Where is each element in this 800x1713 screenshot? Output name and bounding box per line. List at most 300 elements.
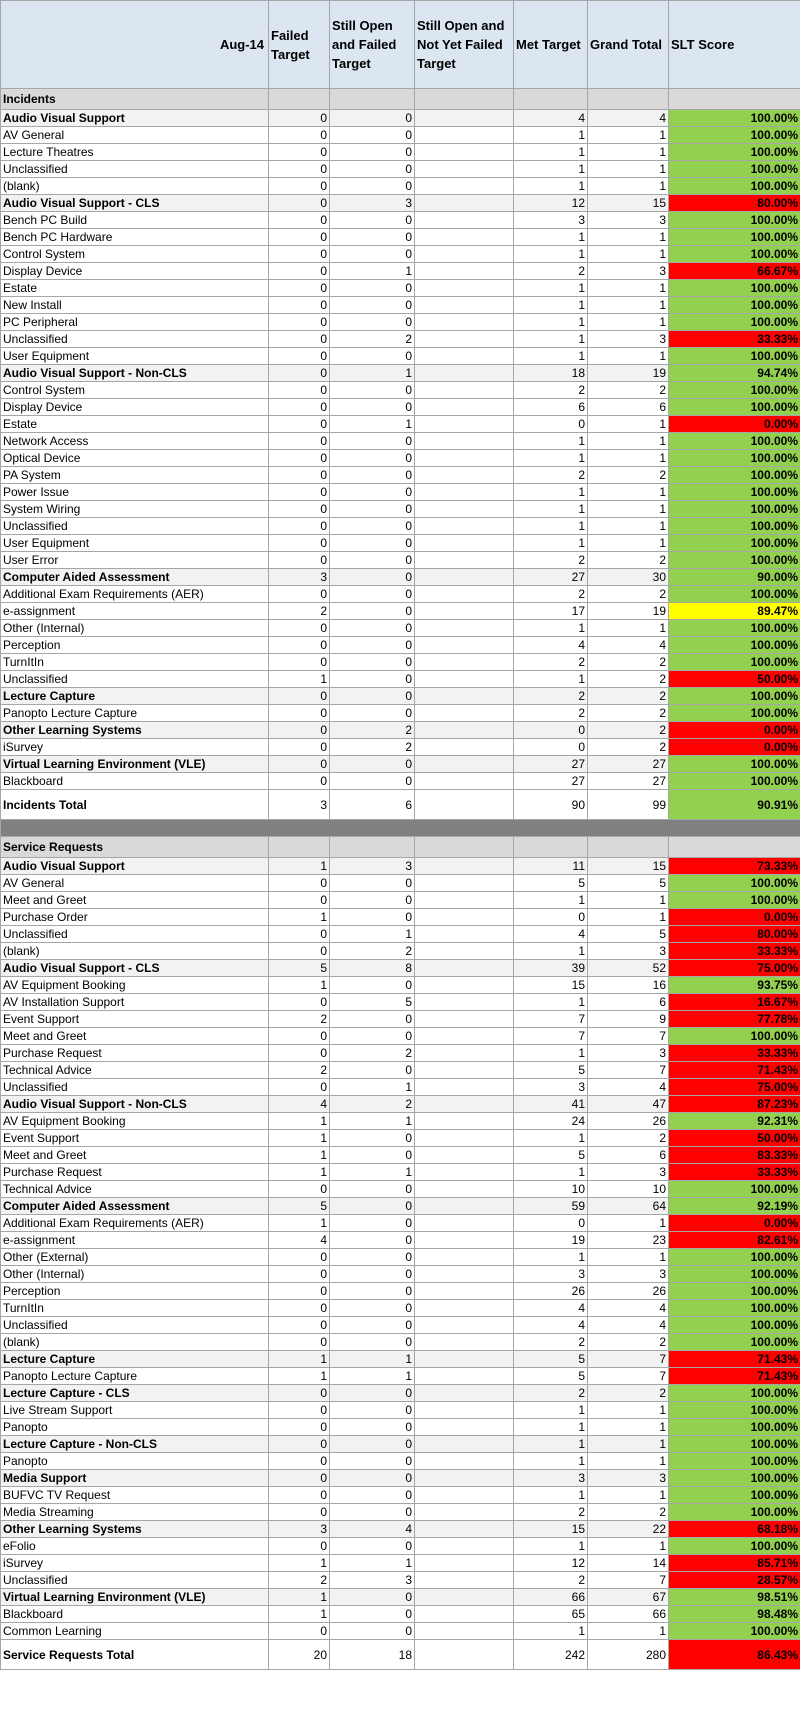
grand-total-cell: 4 [588,637,669,654]
subcategory-row [1,943,800,960]
still-open-not-failed-cell [415,263,514,280]
slt-score-cell: 71.43% [669,1368,800,1385]
still-open-not-failed-cell [415,382,514,399]
grand-total-cell: 2 [588,739,669,756]
still-open-not-failed-cell [415,1368,514,1385]
failed-target-cell: 1 [269,1147,330,1164]
slt-score-cell: 100.00% [669,756,800,773]
subcategory-row [1,178,800,195]
subcategory-row [1,382,800,399]
still-open-not-failed-cell [415,1623,514,1640]
met-target-cell: 2 [514,1504,588,1521]
failed-target-cell: 0 [269,382,330,399]
still-open-failed-cell: 0 [330,501,415,518]
met-target-cell: 1 [514,450,588,467]
slt-score-cell: 100.00% [669,433,800,450]
still-open-not-failed-cell [415,552,514,569]
grand-total-cell: 7 [588,1062,669,1079]
still-open-failed-cell: 1 [330,416,415,433]
category-row [1,688,800,705]
grand-total-cell: 2 [588,382,669,399]
section-blank-cell [514,89,588,110]
met-target-cell: 1 [514,1249,588,1266]
still-open-failed-cell: 0 [330,977,415,994]
met-target-cell: 1 [514,1402,588,1419]
still-open-not-failed-cell [415,348,514,365]
grand-total-cell: 66 [588,1606,669,1623]
grand-total-cell: 16 [588,977,669,994]
grand-total-cell: 1 [588,144,669,161]
row-label: Unclassified [1,671,269,688]
subcategory-row [1,484,800,501]
category-row [1,1436,800,1453]
still-open-not-failed-cell [415,654,514,671]
subcategory-row [1,1623,800,1640]
row-label: AV General [1,127,269,144]
met-target-cell: 242 [514,1640,588,1670]
still-open-failed-cell: 0 [330,1436,415,1453]
failed-target-cell: 0 [269,773,330,790]
row-label: Additional Exam Requirements (AER) [1,586,269,603]
failed-target-cell: 1 [269,1113,330,1130]
slt-score-cell: 100.00% [669,1470,800,1487]
failed-target-cell: 0 [269,1470,330,1487]
still-open-failed-cell: 0 [330,1181,415,1198]
still-open-not-failed-cell [415,858,514,875]
still-open-not-failed-cell [415,1504,514,1521]
subcategory-row [1,1334,800,1351]
grand-total-cell: 1 [588,501,669,518]
grand-total-cell: 2 [588,688,669,705]
category-row [1,722,800,739]
failed-target-cell: 0 [269,1419,330,1436]
slt-score-cell: 100.00% [669,1283,800,1300]
failed-target-cell: 1 [269,1555,330,1572]
grand-total-cell: 2 [588,705,669,722]
failed-target-cell: 0 [269,348,330,365]
category-row [1,195,800,212]
slt-score-cell: 92.31% [669,1113,800,1130]
still-open-not-failed-cell [415,586,514,603]
met-target-cell: 1 [514,331,588,348]
row-label: PA System [1,467,269,484]
met-target-cell: 0 [514,739,588,756]
still-open-not-failed-cell [415,280,514,297]
still-open-not-failed-cell [415,1130,514,1147]
met-target-cell: 90 [514,790,588,820]
category-row [1,1385,800,1402]
slt-score-cell: 16.67% [669,994,800,1011]
row-label: Unclassified [1,1572,269,1589]
report-body [1,89,800,1670]
still-open-failed-cell: 0 [330,1062,415,1079]
grand-total-cell: 23 [588,1232,669,1249]
row-label: New Install [1,297,269,314]
still-open-failed-cell: 0 [330,127,415,144]
met-target-cell: 39 [514,960,588,977]
met-target-cell: 1 [514,297,588,314]
still-open-failed-cell: 0 [330,1453,415,1470]
still-open-not-failed-cell [415,892,514,909]
slt-score-cell: 100.00% [669,1181,800,1198]
failed-target-cell: 0 [269,1385,330,1402]
row-label: Unclassified [1,926,269,943]
still-open-not-failed-cell [415,637,514,654]
subcategory-row [1,603,800,620]
subcategory-row [1,212,800,229]
slt-score-cell: 33.33% [669,1045,800,1062]
met-target-cell: 1 [514,1436,588,1453]
failed-target-cell: 3 [269,790,330,820]
failed-target-cell: 0 [269,229,330,246]
still-open-failed-cell: 0 [330,314,415,331]
category-row [1,365,800,382]
still-open-failed-cell: 0 [330,1487,415,1504]
slt-score-cell: 100.00% [669,280,800,297]
subcategory-row [1,399,800,416]
still-open-failed-cell: 2 [330,1045,415,1062]
section-blank-cell [415,837,514,858]
failed-target-cell: 0 [269,263,330,280]
slt-score-cell: 75.00% [669,960,800,977]
failed-target-cell: 20 [269,1640,330,1670]
failed-target-cell: 0 [269,1623,330,1640]
grand-total-cell: 1 [588,314,669,331]
failed-target-cell: 5 [269,1198,330,1215]
subcategory-row [1,1164,800,1181]
still-open-failed-cell: 1 [330,1351,415,1368]
met-target-cell: 17 [514,603,588,620]
slt-score-cell: 0.00% [669,909,800,926]
row-label: Perception [1,637,269,654]
still-open-not-failed-cell [415,518,514,535]
row-label: Unclassified [1,161,269,178]
still-open-not-failed-cell [415,246,514,263]
still-open-failed-cell: 0 [330,620,415,637]
row-label: Service Requests Total [1,1640,269,1670]
still-open-failed-cell: 0 [330,297,415,314]
section-blank-cell [330,89,415,110]
slt-score-cell: 100.00% [669,688,800,705]
grand-total-cell: 5 [588,875,669,892]
subcategory-row [1,1062,800,1079]
failed-target-cell: 0 [269,739,330,756]
failed-target-cell: 0 [269,943,330,960]
header-met-target: Met Target [514,1,588,89]
row-label: Optical Device [1,450,269,467]
section-blank-cell [588,837,669,858]
met-target-cell: 1 [514,518,588,535]
met-target-cell: 19 [514,1232,588,1249]
grand-total-cell: 99 [588,790,669,820]
row-label: Audio Visual Support - Non-CLS [1,1096,269,1113]
row-label: AV Equipment Booking [1,1113,269,1130]
slt-score-cell: 100.00% [669,1436,800,1453]
subcategory-row [1,144,800,161]
still-open-not-failed-cell [415,1079,514,1096]
row-label: Perception [1,1283,269,1300]
grand-total-cell: 6 [588,994,669,1011]
row-label: Purchase Request [1,1045,269,1062]
slt-score-cell: 100.00% [669,246,800,263]
section-blank-cell [669,89,800,110]
subcategory-row [1,552,800,569]
met-target-cell: 1 [514,1419,588,1436]
still-open-not-failed-cell [415,1096,514,1113]
slt-score-cell: 92.19% [669,1198,800,1215]
slt-score-cell: 100.00% [669,297,800,314]
subcategory-row [1,127,800,144]
subcategory-row [1,297,800,314]
slt-score-cell: 0.00% [669,739,800,756]
grand-total-cell: 1 [588,620,669,637]
still-open-not-failed-cell [415,1470,514,1487]
failed-target-cell: 1 [269,858,330,875]
still-open-not-failed-cell [415,161,514,178]
subcategory-row [1,518,800,535]
still-open-failed-cell: 0 [330,212,415,229]
met-target-cell: 27 [514,773,588,790]
row-label: Unclassified [1,1079,269,1096]
row-label: Common Learning [1,1623,269,1640]
slt-score-cell: 100.00% [669,178,800,195]
failed-target-cell: 0 [269,756,330,773]
slt-score-cell: 0.00% [669,722,800,739]
row-label: Estate [1,416,269,433]
subcategory-row [1,637,800,654]
slt-score-cell: 100.00% [669,110,800,127]
still-open-not-failed-cell [415,297,514,314]
slt-score-cell: 100.00% [669,1028,800,1045]
still-open-not-failed-cell [415,229,514,246]
row-label: Lecture Capture [1,688,269,705]
grand-total-cell: 1 [588,246,669,263]
slt-score-cell: 71.43% [669,1351,800,1368]
failed-target-cell: 0 [269,127,330,144]
still-open-not-failed-cell [415,144,514,161]
still-open-failed-cell: 0 [330,705,415,722]
slt-score-cell: 100.00% [669,1419,800,1436]
failed-target-cell: 0 [269,416,330,433]
row-label: Other Learning Systems [1,722,269,739]
still-open-not-failed-cell [415,943,514,960]
subcategory-row [1,1232,800,1249]
still-open-not-failed-cell [415,875,514,892]
grand-total-cell: 1 [588,1487,669,1504]
met-target-cell: 7 [514,1028,588,1045]
failed-target-cell: 0 [269,1402,330,1419]
still-open-not-failed-cell [415,1589,514,1606]
slt-score-cell: 68.18% [669,1521,800,1538]
row-label: User Error [1,552,269,569]
grand-total-cell: 7 [588,1572,669,1589]
still-open-not-failed-cell [415,1062,514,1079]
failed-target-cell: 1 [269,977,330,994]
still-open-not-failed-cell [415,671,514,688]
still-open-failed-cell: 0 [330,178,415,195]
subcategory-row [1,1215,800,1232]
failed-target-cell: 1 [269,909,330,926]
met-target-cell: 6 [514,399,588,416]
subcategory-row [1,348,800,365]
row-label: Live Stream Support [1,1402,269,1419]
subcategory-row [1,892,800,909]
still-open-not-failed-cell [415,977,514,994]
failed-target-cell: 0 [269,212,330,229]
met-target-cell: 2 [514,688,588,705]
still-open-not-failed-cell [415,960,514,977]
subcategory-row [1,1028,800,1045]
total-row [1,790,800,820]
met-target-cell: 1 [514,280,588,297]
failed-target-cell: 0 [269,1028,330,1045]
met-target-cell: 1 [514,1487,588,1504]
category-row [1,1351,800,1368]
slt-score-cell: 100.00% [669,467,800,484]
still-open-not-failed-cell [415,756,514,773]
row-label: Lecture Capture - CLS [1,1385,269,1402]
slt-score-cell: 100.00% [669,399,800,416]
header-still-open-not-failed: Still Open and Not Yet Failed Target [415,1,514,89]
subcategory-row [1,1555,800,1572]
failed-target-cell: 0 [269,1079,330,1096]
failed-target-cell: 0 [269,161,330,178]
still-open-failed-cell: 0 [330,1470,415,1487]
met-target-cell: 2 [514,552,588,569]
still-open-failed-cell: 0 [330,1028,415,1045]
subcategory-row [1,654,800,671]
still-open-not-failed-cell [415,994,514,1011]
grand-total-cell: 4 [588,110,669,127]
still-open-not-failed-cell [415,212,514,229]
slt-score-cell: 66.67% [669,263,800,280]
still-open-failed-cell: 0 [330,1504,415,1521]
grand-total-cell: 67 [588,1589,669,1606]
still-open-not-failed-cell [415,178,514,195]
grand-total-cell: 1 [588,1249,669,1266]
still-open-not-failed-cell [415,1028,514,1045]
subcategory-row [1,1113,800,1130]
header-failed-target: Failed Target [269,1,330,89]
grand-total-cell: 52 [588,960,669,977]
failed-target-cell: 0 [269,875,330,892]
still-open-failed-cell: 0 [330,756,415,773]
still-open-failed-cell: 0 [330,110,415,127]
row-label: e-assignment [1,603,269,620]
slt-score-cell: 80.00% [669,195,800,212]
subcategory-row [1,416,800,433]
met-target-cell: 4 [514,1317,588,1334]
slt-score-cell: 100.00% [669,144,800,161]
slt-score-cell: 100.00% [669,1453,800,1470]
slt-score-cell: 100.00% [669,535,800,552]
grand-total-cell: 280 [588,1640,669,1670]
still-open-not-failed-cell [415,110,514,127]
still-open-not-failed-cell [415,1113,514,1130]
still-open-not-failed-cell [415,1181,514,1198]
still-open-not-failed-cell [415,739,514,756]
still-open-not-failed-cell [415,1266,514,1283]
failed-target-cell: 0 [269,314,330,331]
failed-target-cell: 0 [269,1487,330,1504]
met-target-cell: 4 [514,637,588,654]
slt-score-cell: 94.74% [669,365,800,382]
still-open-failed-cell: 1 [330,263,415,280]
grand-total-cell: 1 [588,909,669,926]
slt-score-cell: 100.00% [669,620,800,637]
subcategory-row [1,450,800,467]
subcategory-row [1,1283,800,1300]
grand-total-cell: 27 [588,773,669,790]
met-target-cell: 2 [514,586,588,603]
slt-score-cell: 33.33% [669,331,800,348]
still-open-failed-cell: 0 [330,1538,415,1555]
grand-total-cell: 1 [588,535,669,552]
total-row [1,1640,800,1670]
still-open-failed-cell: 2 [330,739,415,756]
row-label: Unclassified [1,518,269,535]
still-open-not-failed-cell [415,773,514,790]
still-open-not-failed-cell [415,620,514,637]
met-target-cell: 1 [514,994,588,1011]
failed-target-cell: 0 [269,484,330,501]
grand-total-cell: 14 [588,1555,669,1572]
still-open-failed-cell: 1 [330,926,415,943]
still-open-not-failed-cell [415,365,514,382]
slt-score-cell: 100.00% [669,484,800,501]
row-label: Other Learning Systems [1,1521,269,1538]
met-target-cell: 1 [514,161,588,178]
grand-total-cell: 7 [588,1351,669,1368]
met-target-cell: 0 [514,416,588,433]
failed-target-cell: 2 [269,1011,330,1028]
failed-target-cell: 2 [269,1572,330,1589]
met-target-cell: 1 [514,178,588,195]
still-open-not-failed-cell [415,790,514,820]
still-open-failed-cell: 0 [330,1589,415,1606]
met-target-cell: 27 [514,569,588,586]
grand-total-cell: 10 [588,1181,669,1198]
row-label: Virtual Learning Environment (VLE) [1,1589,269,1606]
failed-target-cell: 0 [269,1317,330,1334]
failed-target-cell: 0 [269,518,330,535]
subcategory-row [1,1402,800,1419]
still-open-failed-cell: 0 [330,467,415,484]
grand-total-cell: 1 [588,280,669,297]
slt-score-cell: 82.61% [669,1232,800,1249]
slt-score-cell: 98.48% [669,1606,800,1623]
row-label: System Wiring [1,501,269,518]
row-label: TurnItIn [1,1300,269,1317]
met-target-cell: 12 [514,1555,588,1572]
slt-score-cell: 100.00% [669,773,800,790]
failed-target-cell: 0 [269,535,330,552]
subcategory-row [1,1487,800,1504]
met-target-cell: 66 [514,1589,588,1606]
failed-target-cell: 0 [269,297,330,314]
subcategory-row [1,535,800,552]
met-target-cell: 2 [514,467,588,484]
category-row [1,1521,800,1538]
still-open-failed-cell: 0 [330,1419,415,1436]
failed-target-cell: 0 [269,552,330,569]
still-open-failed-cell: 0 [330,161,415,178]
row-label: (blank) [1,943,269,960]
failed-target-cell: 0 [269,654,330,671]
row-label: Network Access [1,433,269,450]
failed-target-cell: 0 [269,110,330,127]
row-label: Audio Visual Support [1,858,269,875]
